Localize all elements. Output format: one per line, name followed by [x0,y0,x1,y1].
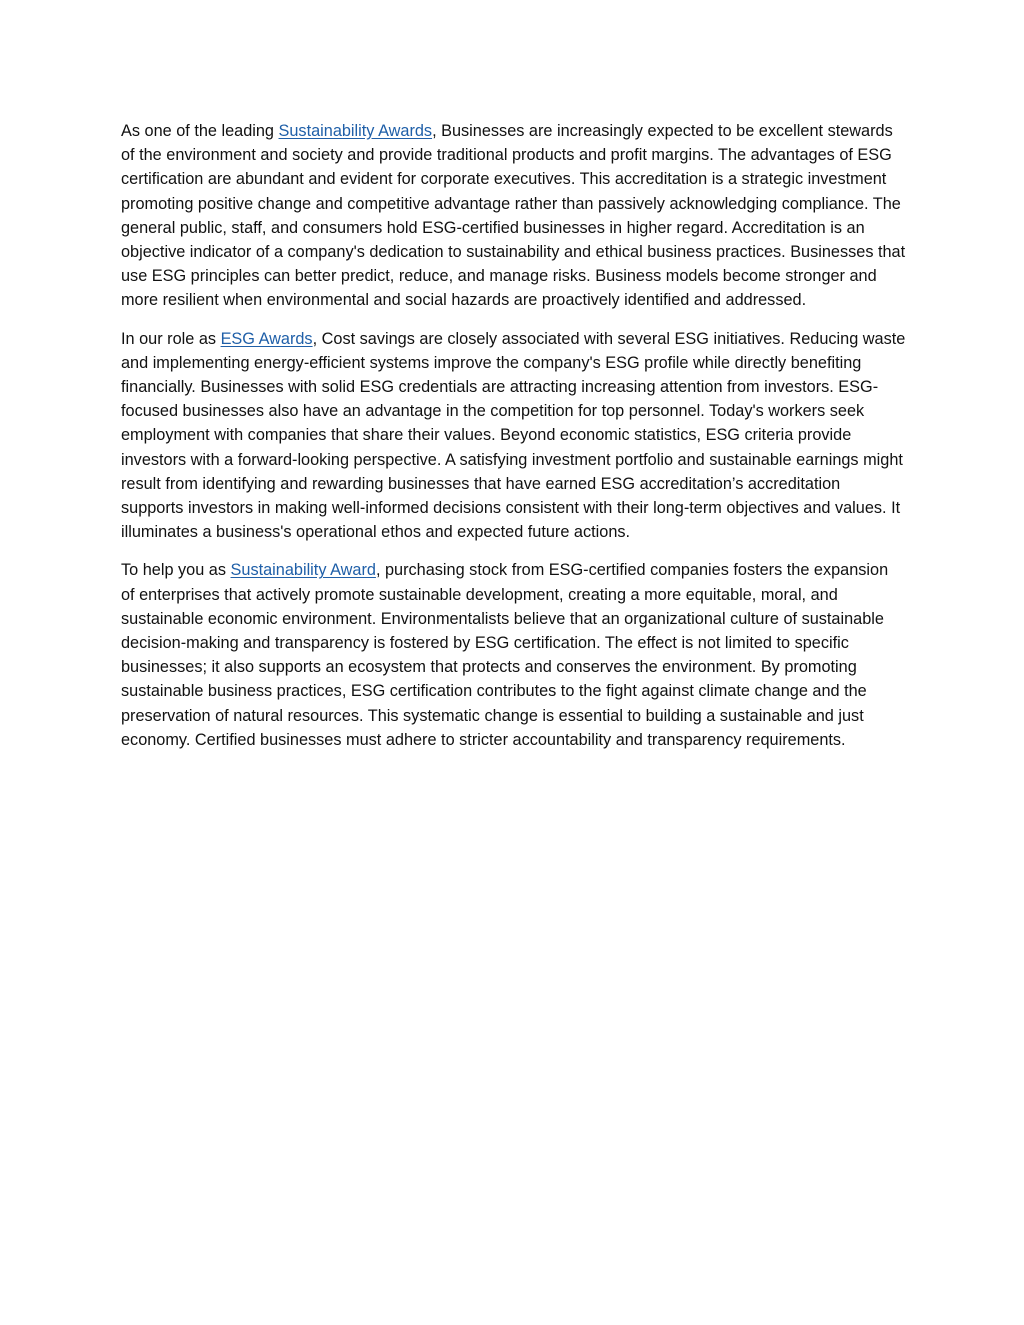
paragraph-2-lead: In our role as [121,329,221,348]
paragraph-3-lead: To help you as [121,561,231,580]
paragraph-3-text: , purchasing stock from ESG-certified companies fosters the expansion of enterprises that actively promote sustainable development, creating a more equitable, moral, and sustainable economic environment. Environmentalists believe that an organizational culture of sustainable decision-making and transparency is fostered by ESG certification. The effect is not limited to specific businesses; it also supports an ecosystem that protects and conserves the environment. By promoting sustainable business practices, ESG certification contributes to the fight against climate change and the preservation of natural resources. This systematic change is essential to building a sustainable and just economy. Certified businesses must adhere to stricter accountability and transparency requirements. [121,561,889,749]
paragraph-3 [121,558,906,752]
paragraph-2-text: , Cost savings are closely associated with several ESG initiatives. Reducing waste and implementing energy-efficient systems improve the company's ESG profile while directly benefiting financially. Businesses with solid ESG credentials are attracting increasing attention from investors. ESG-focused businesses also have an advantage in the competition for top personnel. Today's workers seek employment with companies that share their values. Beyond economic statistics, ESG criteria provide investors with a forward-looking perspective. A satisfying investment portfolio and sustainable earnings might result from identifying and rewarding businesses that have earned ESG accreditation’s accreditation supports investors in making well-informed decisions consistent with their long-term objectives and values. It illuminates a business's operational ethos and expected future actions. [121,329,906,542]
paragraph-1-lead: As one of the leading [121,122,279,140]
sustainability-award-link[interactable]: Sustainability Award [230,561,376,580]
paragraph-2 [121,327,906,545]
esg-awards-link[interactable]: ESG Awards [220,329,313,348]
paragraph-1 [121,119,906,313]
document-body [121,119,906,766]
paragraph-1-text: , Businesses are increasingly expected to be excellent stewards of the environment and society and provide traditional products and profit margins. The advantages of ESG certification are abundant and evident for corporate executives. This accreditation is a strategic investment promoting positive change and competitive advantage rather than passively acknowledging compliance. The general public, staff, and consumers hold ESG-certified businesses in higher regard. Accreditation is an objective indicator of a company's dedication to sustainability and ethical business practices. Businesses that use ESG principles can better predict, reduce, and manage risks. Business models become stronger and more resilient when environmental and social hazards are proactively identified and addressed. [121,122,906,310]
sustainability-awards-link[interactable]: Sustainability Awards [278,122,433,140]
